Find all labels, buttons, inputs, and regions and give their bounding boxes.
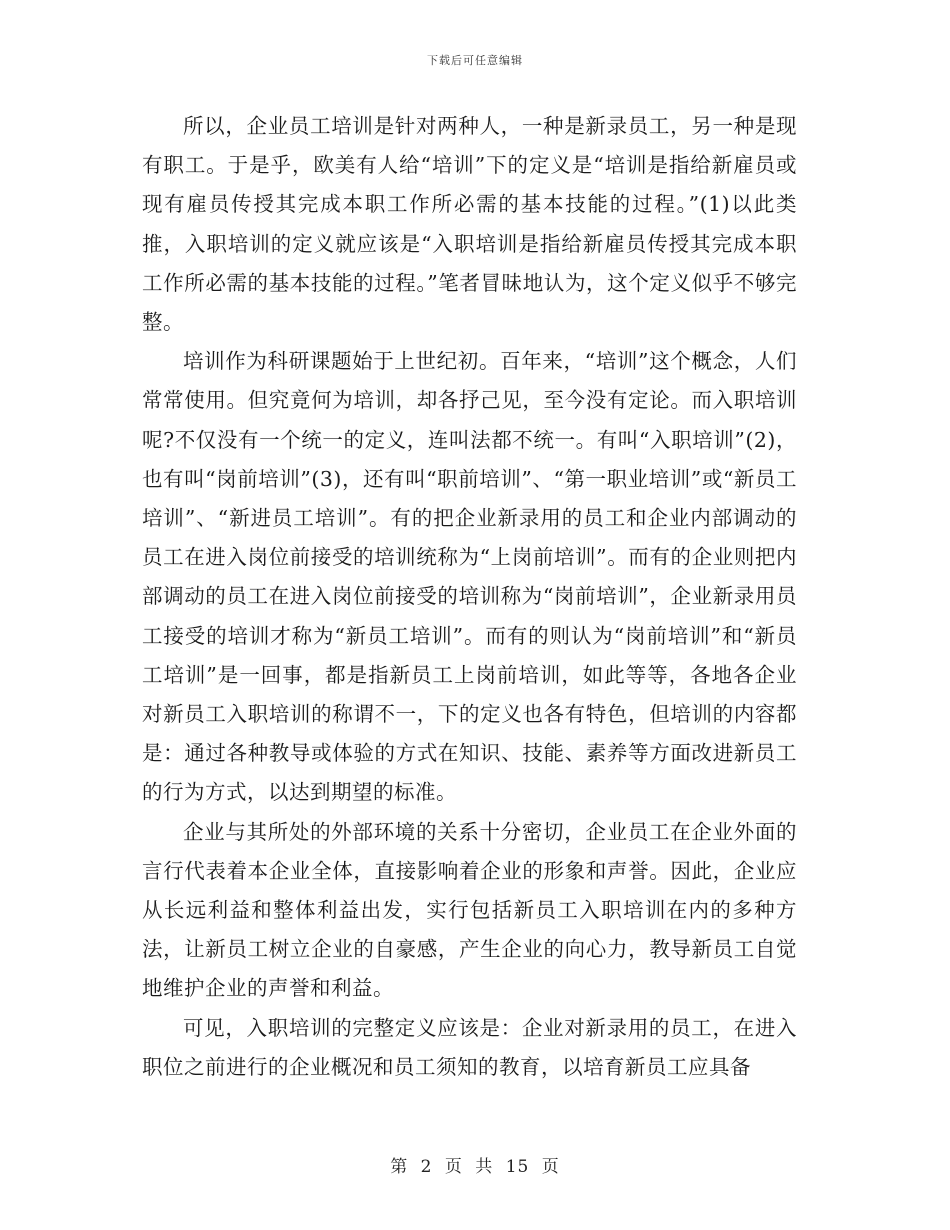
header-note: 下载后可任意编辑 bbox=[427, 54, 523, 67]
paragraph-3: 企业与其所处的外部环境的关系十分密切，企业员工在企业外面的言行代表着本企业全体，直接影响着企业的形象和声誉。因此，企业应从长远利益和整体利益出发，实行包括新员工入职培训在内的多种方法，让新员工树立企业的自豪感，产生企业的向心力，教导新员工自觉地维护企业的声誉和利益。 bbox=[142, 819, 797, 1001]
paragraph-4: 可见，入职培训的完整定义应该是：企业对新录用的员工，在进入职位之前进行的企业概况和员工须知的教育，以培育新员工应具备 bbox=[142, 1015, 797, 1079]
document-body bbox=[142, 107, 797, 1087]
paragraph-2: 培训作为科研课题始于上世纪初。百年来，“培训”这个概念，人们常常使用。但究竟何为培训，却各抒己见，至今没有定论。而入职培训呢?不仅没有一个统一的定义，连叫法都不统一。有叫“入职培训”(2)，也有叫“岗前培训”(3)，还有叫“职前培训”、“第一职业培训”或“新员工培训”、“新进员工培训”。有的把企业新录用的员工和企业内部调动的员工在进入岗位前接受的培训统称为“上岗前培训”。而有的企业则把内部调动的员工在进入岗位前接受的培训称为“岗前培训”，企业新录用员工接受的培训才称为“新员工培训”。而有的则认为“岗前培训”和“新员工培训”是一回事，都是指新员工上岗前培训，如此等等，各地各企业对新员工入职培训的称谓不一，下的定义也各有特色，但培训的内容都是：通过各种教导或体验的方式在知识、技能、素养等方面改进新员工的行为方式，以达到期望的标准。 bbox=[142, 349, 797, 805]
page-number: 第 2 页 共 15 页 bbox=[390, 1157, 560, 1177]
paragraph-1: 所以，企业员工培训是针对两种人，一种是新录员工，另一种是现有职工。于是乎，欧美有人给“培训”下的定义是“培训是指给新雇员或现有雇员传授其完成本职工作所必需的基本技能的过程。”(1)以此类推，入职培训的定义就应该是“入职培训是指给新雇员传授其完成本职工作所必需的基本技能的过程。”笔者冒昧地认为，这个定义似乎不够完整。 bbox=[142, 114, 797, 335]
